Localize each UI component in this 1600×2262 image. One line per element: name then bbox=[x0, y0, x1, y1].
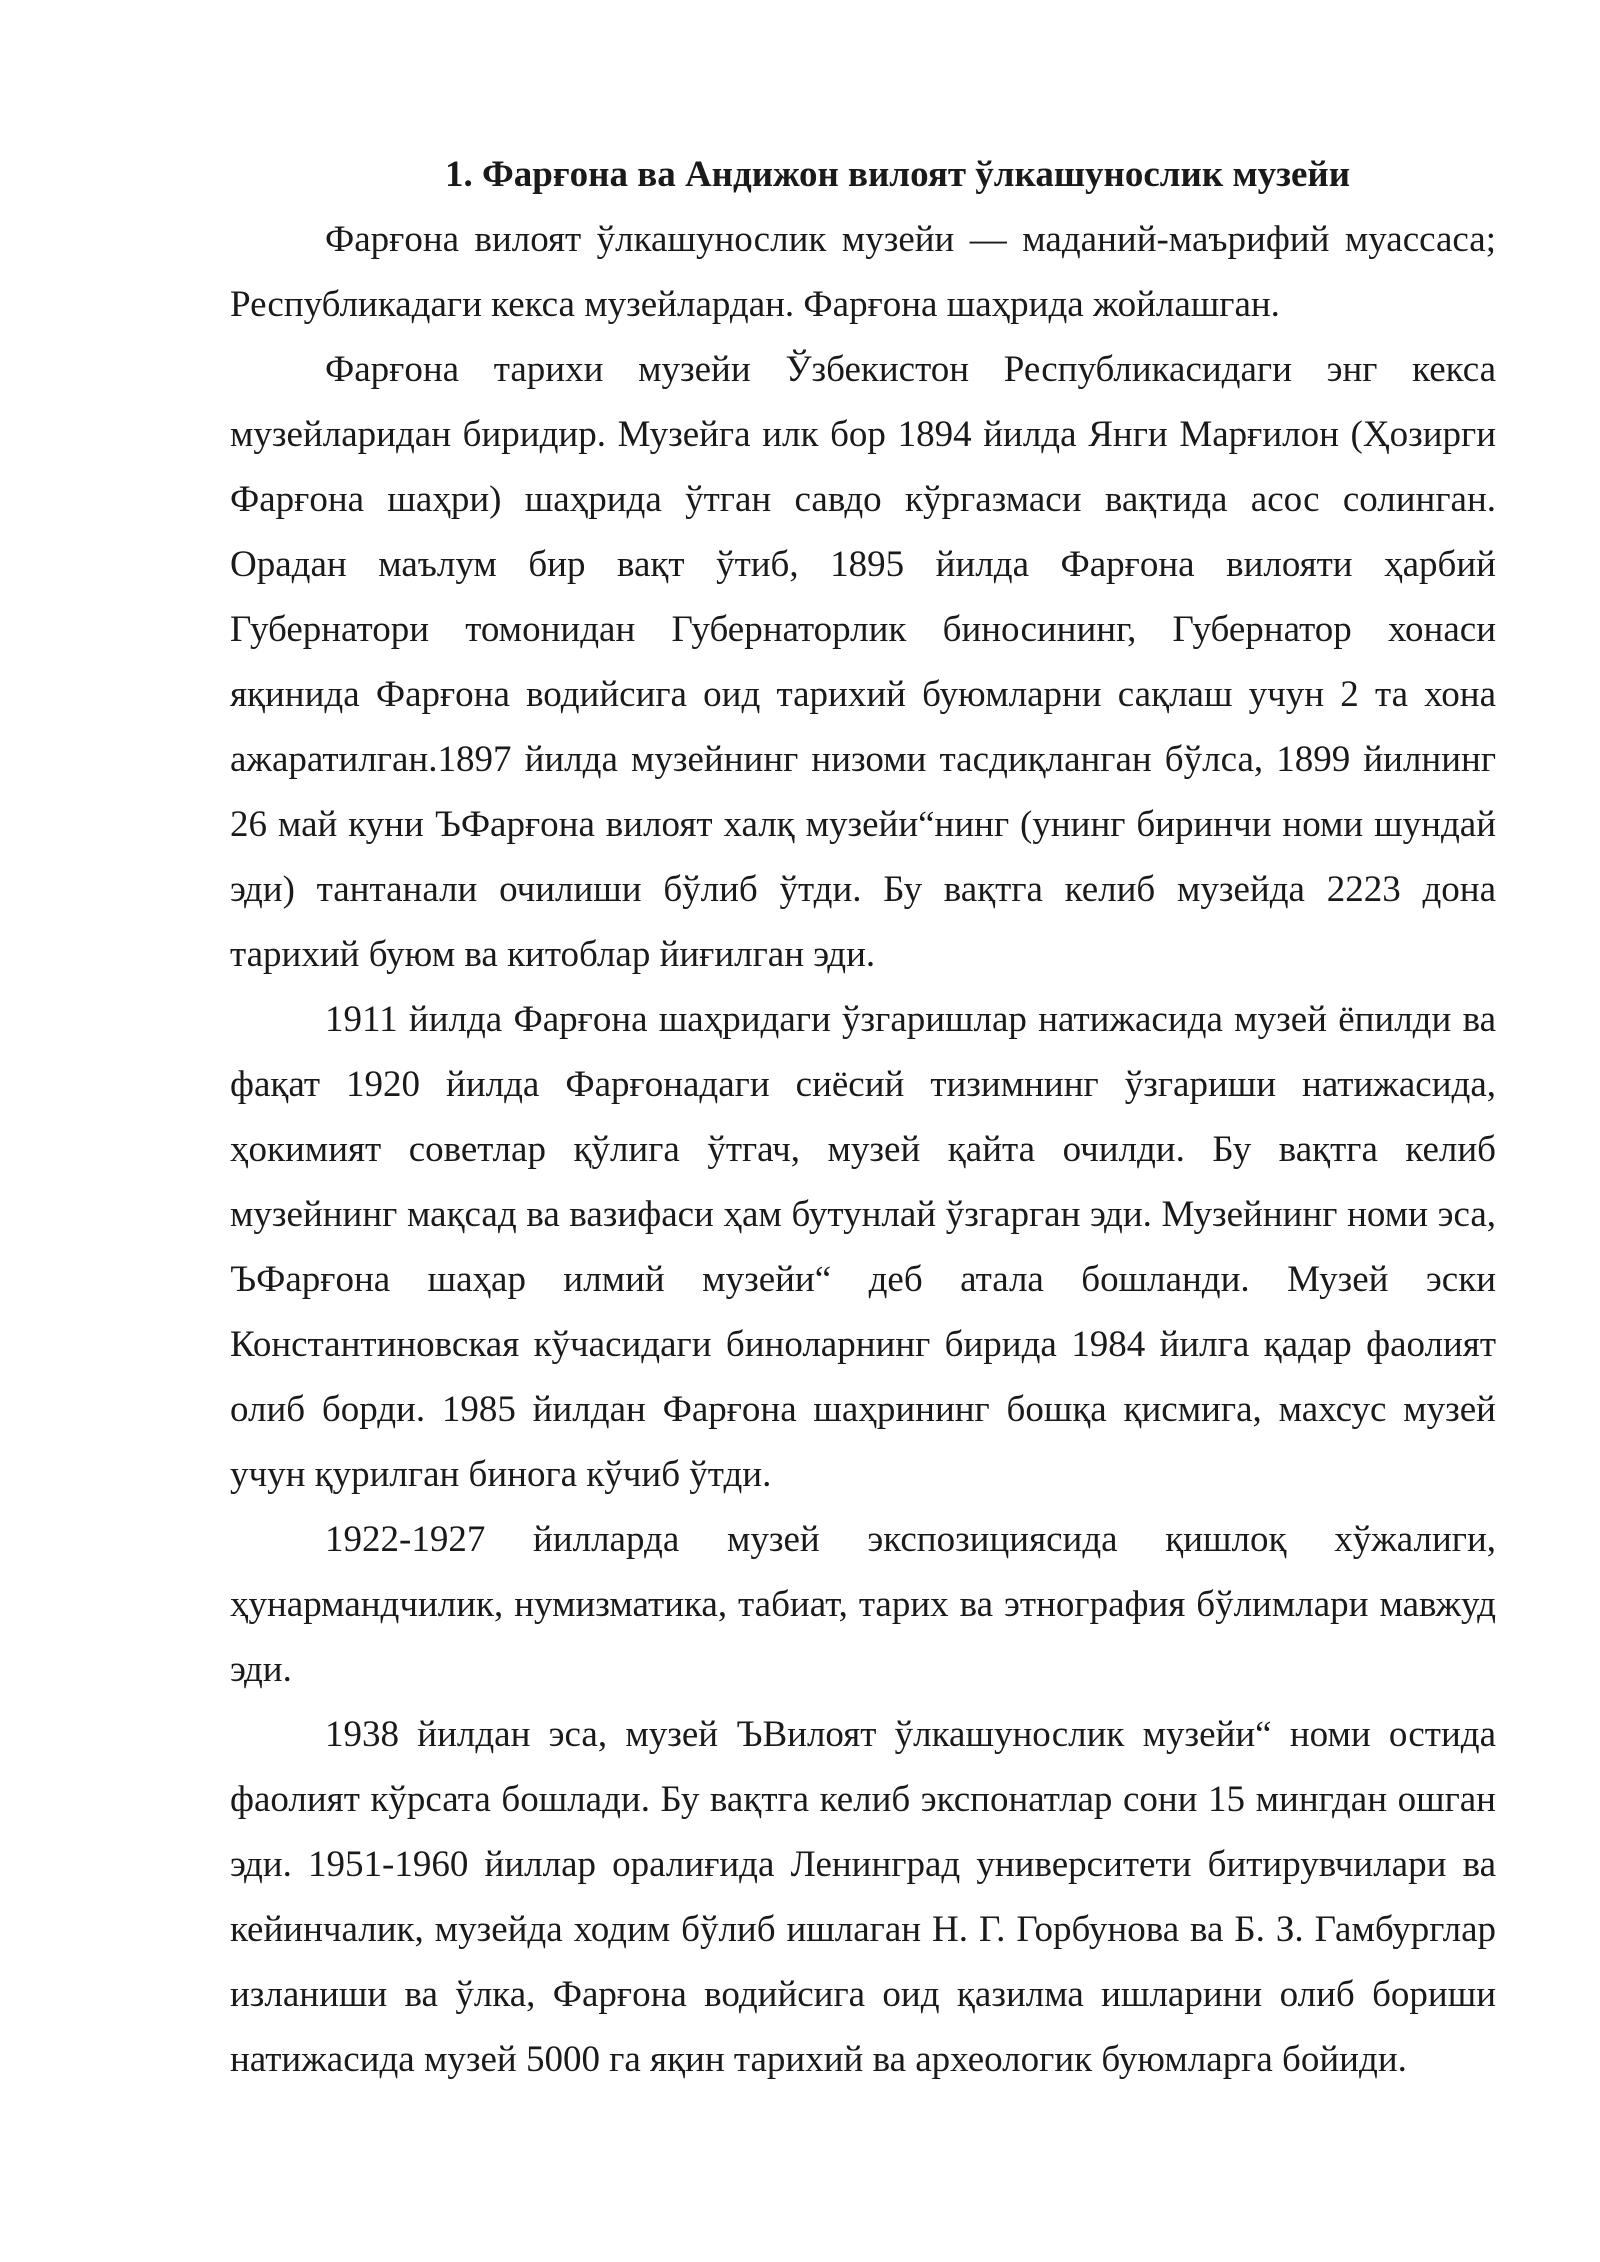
paragraph-history: Фарғона тарихи музейи Ўзбекистон Республикасидаги энг кекса музейларидан биридир. Музейга илк бор 1894 йилда Янги Марғилон (Ҳозирги Фарғона шаҳри) шаҳрида ўтган савдо кўргазмаси вақтида асос солинган. Орадан маълум бир вақт ўтиб, 1895 йилда Фарғона вилояти ҳарбий Губернатори томонидан Губернаторлик биносининг, Губернатор хонаси яқинида Фарғона водийсига оид тарихий буюмларни сақлаш учун 2 та хона ажаратилган.1897 йилда музейнинг низоми тасдиқланган бўлса, 1899 йилнинг 26 май куни ЪФарғона вилоят халқ музейи“нинг (унинг биринчи номи шундай эди) тантанали очилиши бўлиб ўтди. Бу вақтга келиб музейда 2223 дона тарихий буюм ва китоблар йиғилган эди. bbox=[230, 349, 1496, 975]
paragraph-reopening: 1911 йилда Фарғона шаҳридаги ўзгаришлар натижасида музей ёпилди ва фақат 1920 йилда Фарғонадаги сиёсий тизимнинг ўзгариши натижасида, ҳокимият советлар қўлига ўтгач, музей қайта очилди. Бу вақтга келиб музейнинг мақсад ва вазифаси ҳам бутунлай ўзгарган эди. Музейнинг номи эса, ЪФарғона шаҳар илмий музейи“ деб атала бошланди. Музей эски Константиновская кўчасидаги биноларнинг бирида 1984 йилга қадар фаолият олиб борди. 1985 йилдан Фарғона шаҳрининг бошқа қисмига, махсус музей учун қурилган бинога кўчиб ўтди. bbox=[230, 999, 1496, 1495]
page-title: 1. Фарғона ва Андижон вилоят ўлкашунослик музейи bbox=[445, 154, 1351, 195]
paragraph-intro: Фарғона вилоят ўлкашунослик музейи — маданий-маърифий муассаса; Республикадаги кекса музейлардан. Фарғона шаҳрида жойлашган. bbox=[230, 219, 1496, 325]
paragraph-exposition: 1922-1927 йилларда музей экспозициясида қишлоқ хўжалиги, ҳунармандчилик, нумизматика, табиат, тарих ва этнография бўлимлари мавжуд эди. bbox=[230, 1519, 1496, 1690]
paragraph-regional-museum: 1938 йилдан эса, музей ЪВилоят ўлкашунослик музейи“ номи остида фаолият кўрсата бошлади. Бу вақтга келиб экспонатлар сони 15 мингдан ошган эди. 1951-1960 йиллар оралиғида Ленинград университети битирувчилари ва кейинчалик, музейда ходим бўлиб ишлаган Н. Г. Горбунова ва Б. З. Гамбурглар изланиши ва ўлка, Фарғона водийсига оид қазилма ишларини олиб бориши натижасида музей 5000 га яқин тарихий ва археологик буюмларга бойиди. bbox=[230, 1714, 1496, 2080]
document-body bbox=[230, 142, 1496, 2092]
